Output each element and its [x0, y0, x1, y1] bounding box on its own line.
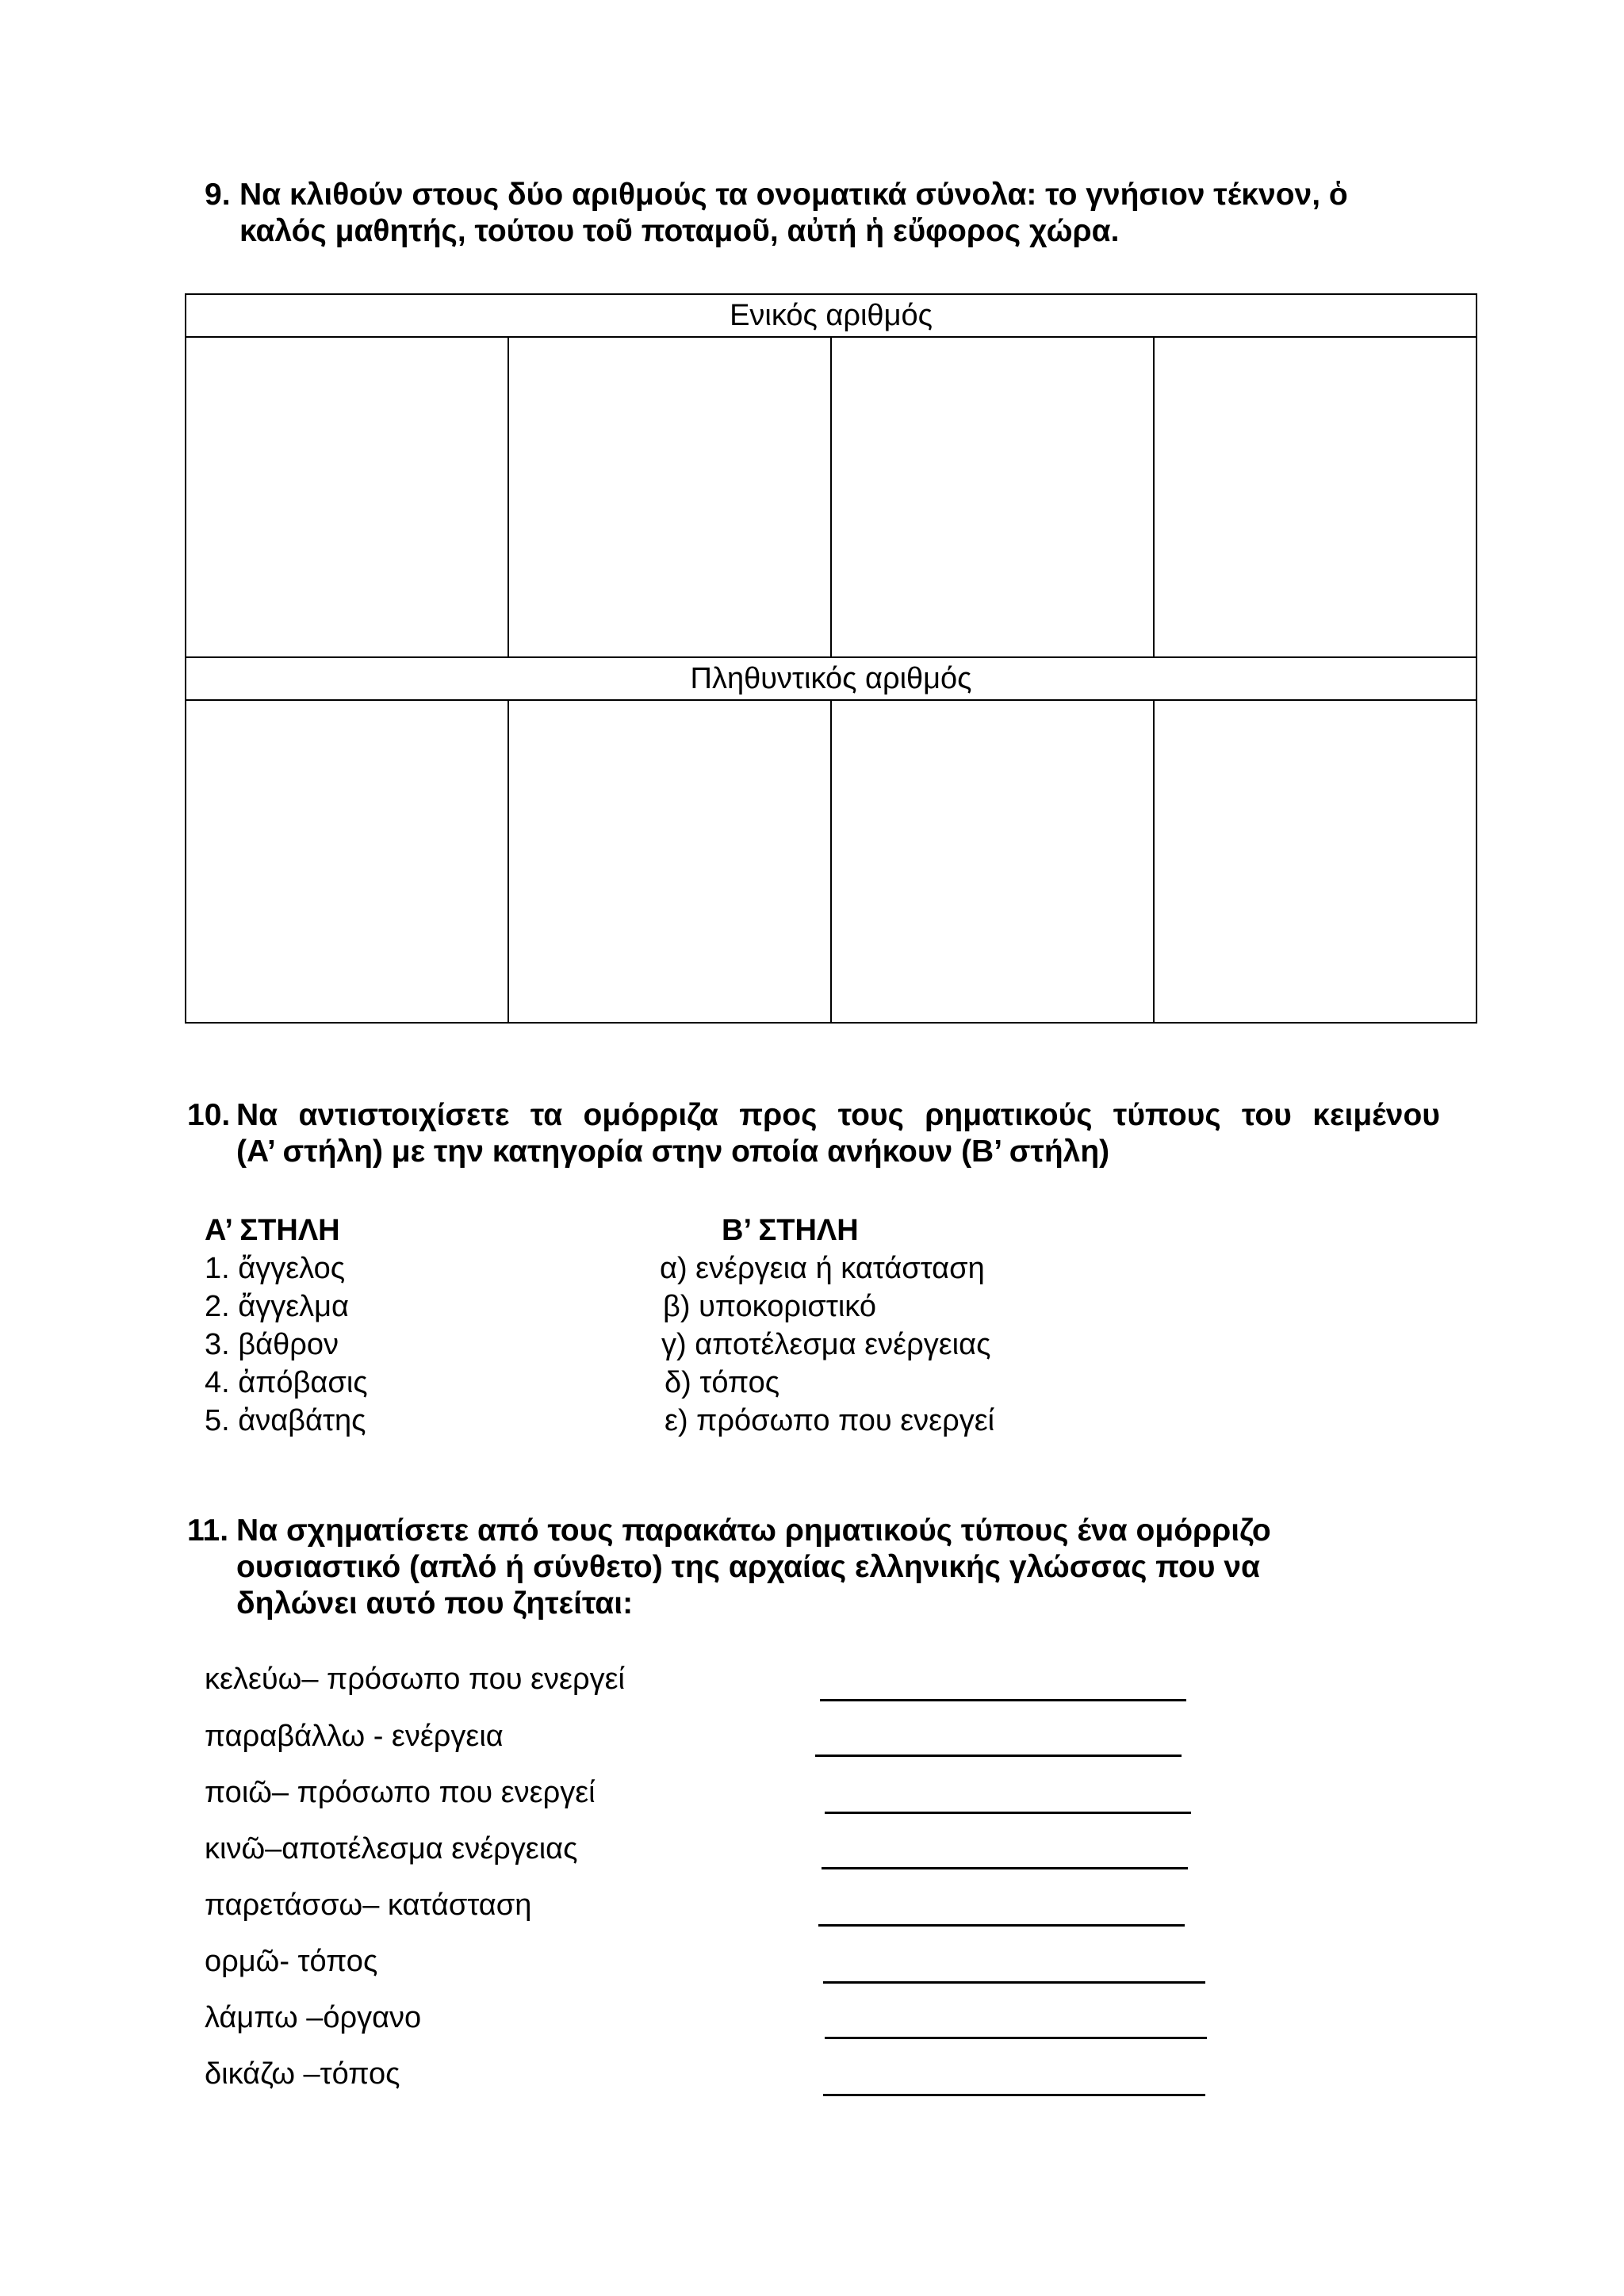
column-b-item: β) υποκοριστικό	[663, 1290, 876, 1323]
column-b-item: α) ενέργεια ή κατάσταση	[660, 1252, 985, 1285]
answer-blank[interactable]	[825, 1812, 1191, 1814]
plural-answer-cell[interactable]	[186, 700, 508, 1023]
column-b-title: Β’ ΣΤΗΛΗ	[722, 1214, 859, 1247]
prompt-item: κινῶ–αποτέλεσμα ενέργειας	[205, 1832, 578, 1866]
answer-blank[interactable]	[825, 2037, 1207, 2039]
question-text-line: Να κλιθούν στους δύο αριθμούς τα ονοματικά σύνολα: το γνήσιον τέκνον, ὁ	[239, 178, 1348, 212]
question-text-line: Να αντιστοιχίσετε τα ομόρριζα προς τους ρηματικούς τύπους του κειμένου	[236, 1098, 1440, 1132]
question-number: 9.	[205, 178, 231, 212]
question-11	[187, 1513, 1424, 1622]
prompt-item: παρετάσσω– κατάσταση	[205, 1888, 532, 1922]
column-b-item: δ) τόπος	[665, 1366, 780, 1399]
answer-blank[interactable]	[823, 1981, 1205, 1984]
question-text-line: δηλώνει αυτό που ζητείται:	[236, 1586, 634, 1621]
singular-answer-cell[interactable]	[1154, 337, 1477, 657]
question-number: 10.	[187, 1098, 231, 1132]
plural-answer-cell[interactable]	[1154, 700, 1477, 1023]
question-10	[187, 1097, 1440, 1170]
plural-answer-cell[interactable]	[831, 700, 1154, 1023]
answer-blank[interactable]	[820, 1699, 1186, 1701]
prompt-item: λάμπω –όργανο	[205, 2001, 422, 2034]
prompt-item: ποιῶ– πρόσωπο που ενεργεί	[205, 1776, 596, 1809]
singular-answer-cell[interactable]	[186, 337, 508, 657]
column-a-item: 3. βάθρον	[205, 1328, 339, 1361]
question-text-line: (Α’ στήλη) με την κατηγορία στην οποία ανήκουν (Β’ στήλη)	[236, 1135, 1110, 1169]
answer-blank[interactable]	[822, 1867, 1188, 1869]
question-9	[205, 177, 1426, 250]
declension-table	[185, 293, 1477, 1024]
plural-header: Πληθυντικός αριθμός	[186, 657, 1477, 700]
answer-blank[interactable]	[818, 1924, 1185, 1927]
question-text-line: καλός μαθητής, τούτου τοῦ ποταμοῦ, αὐτή ἡ εὔφορος χώρα.	[239, 214, 1120, 248]
singular-header: Ενικός αριθμός	[186, 294, 1477, 337]
prompt-item: ορμῶ- τόπος	[205, 1945, 378, 1978]
singular-answer-cell[interactable]	[831, 337, 1154, 657]
column-a-item: 1. ἄγγελος	[205, 1252, 346, 1285]
column-b-item: γ) αποτέλεσμα ενέργειας	[661, 1328, 991, 1361]
prompt-item: δικάζω –τόπος	[205, 2057, 400, 2091]
answer-blank[interactable]	[815, 1755, 1182, 1757]
question-text-line: Να σχηματίσετε από τους παρακάτω ρηματικούς τύπους ένα ομόρριζο	[236, 1513, 1271, 1548]
column-a-item: 4. ἀπόβασις	[205, 1366, 368, 1399]
question-number: 11.	[187, 1513, 229, 1548]
prompt-item: κελεύω– πρόσωπο που ενεργεί	[205, 1663, 625, 1696]
column-a-title: Α’ ΣΤΗΛΗ	[205, 1214, 340, 1247]
column-a-item: 2. ἄγγελμα	[205, 1290, 350, 1323]
plural-answer-cell[interactable]	[508, 700, 831, 1023]
singular-answer-cell[interactable]	[508, 337, 831, 657]
column-a-item: 5. ἀναβάτης	[205, 1404, 366, 1437]
question-text-line: ουσιαστικό (απλό ή σύνθετο) της αρχαίας ελληνικής γλώσσας που να	[236, 1550, 1260, 1584]
answer-blank[interactable]	[823, 2094, 1205, 2096]
prompt-item: παραβάλλω - ενέργεια	[205, 1720, 504, 1753]
column-b-item: ε) πρόσωπο που ενεργεί	[665, 1404, 995, 1437]
